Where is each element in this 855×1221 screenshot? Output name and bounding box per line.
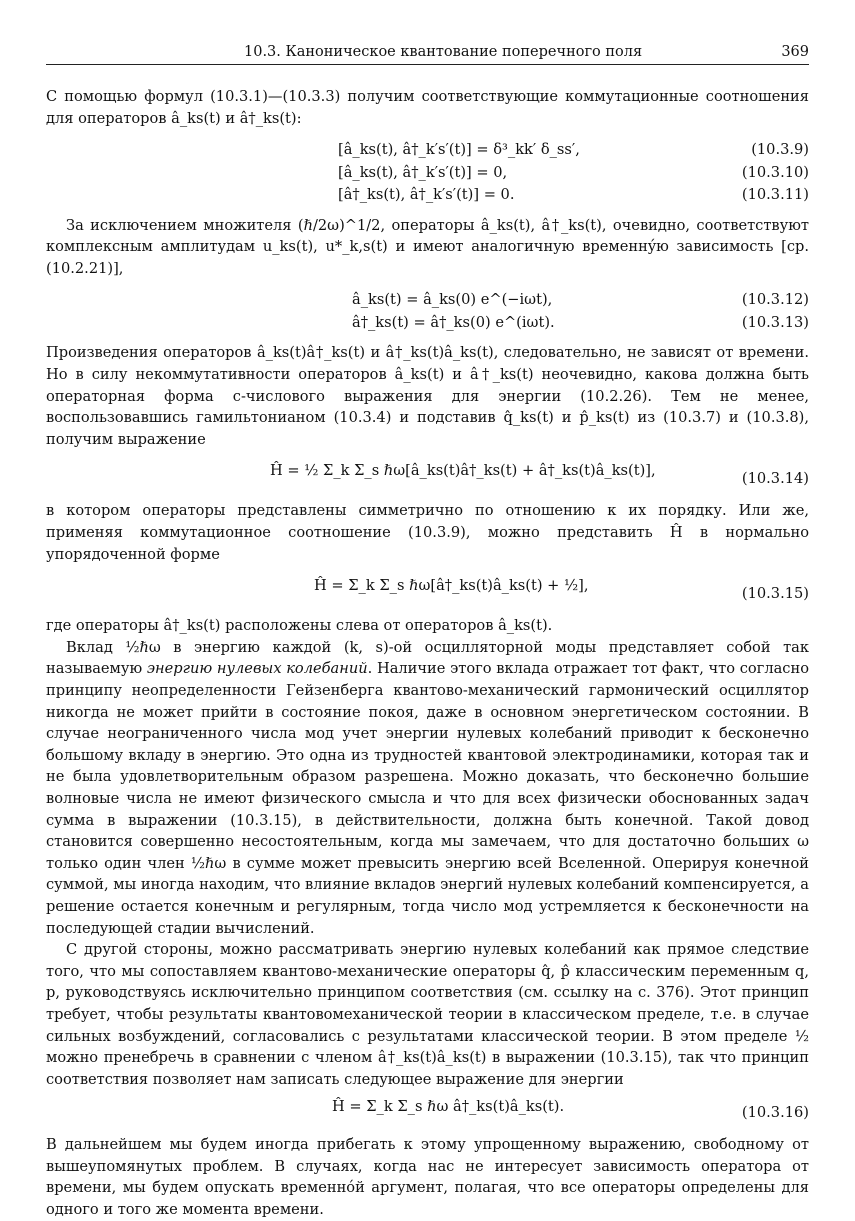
equation-number: (10.3.14): [741, 470, 809, 488]
equation-formula: [â_ks(t), â†_k′s′(t)] = δ³_kk′ δ_ss′,: [338, 141, 580, 159]
page-number: 369: [781, 44, 809, 60]
equation-10-3-10: [46, 162, 809, 185]
paragraph-products: Произведения операторов â_ks(t)â†_ks(t) и â†_ks(t)â_ks(t), следовательно, не зависят от времени. Но в силу некоммутативности операторов â_ks(t) и â†_ks(t) неочевидно, какова должна быть операторная форма c-числового выражения для энергии (10.2.26). Тем не менее, воспользовавшись гамильтонианом (10.3.4) и подставив q̂_ks(t) и p̂_ks(t) из (10.3.7) и (10.3.8), получим выражение: [46, 344, 809, 448]
equation-number: (10.3.10): [741, 163, 809, 181]
equation-formula: Ĥ = Σ_k Σ_s ℏω â†_ks(t)â_ks(t).: [332, 1098, 565, 1116]
equation-formula: â†_ks(t) = â†_ks(0) e^(iωt).: [352, 313, 555, 331]
equation-group-commutators: [46, 139, 809, 207]
equation-formula: â_ks(t) = â_ks(0) e^(−iωt),: [352, 291, 553, 309]
page-body: [46, 86, 809, 1221]
running-header: [46, 44, 809, 65]
intro-paragraph: С помощью формул (10.3.1)—(10.3.3) получим соответствующие коммутационные соотношения для операторов â_ks(t) и â†_ks(t):: [46, 88, 809, 127]
paragraph-conclusion: В дальнейшем мы будем иногда прибегать к этому упрощенному выражению, свободному от вышеупомянутых проблем. В случаях, когда нас не интересует зависимость оператора от времени, мы будем опускать временнóй аргумент, полагая, что все операторы определены для одного и того же момента времени.: [46, 1136, 809, 1219]
paragraph-operators-order: где операторы â†_ks(t) расположены слева от операторов â_ks(t).: [46, 617, 553, 635]
paragraph-zero-point-energy: [46, 637, 809, 939]
equation-formula: Ĥ = ½ Σ_k Σ_s ℏω[â_ks(t)â†_ks(t) + â†_ks(t)â_ks(t)],: [270, 462, 656, 480]
equation-number: (10.3.9): [751, 141, 809, 159]
equation-formula: [â_ks(t), â†_k′s′(t)] = 0,: [338, 163, 508, 181]
equation-10-3-12: [46, 289, 809, 312]
equation-10-3-11: [46, 184, 809, 207]
paragraph-amplitudes: За исключением множителя (ℏ/2ω)^1/2, операторы â_ks(t), â†_ks(t), очевидно, соответствуют комплексным амплитудам u_ks(t), u*_k,s(t) и имеют аналогичную временнýю зависимость [ср. (10.2.21)],: [46, 216, 809, 277]
equation-formula: [â†_ks(t), â†_k′s′(t)] = 0.: [338, 186, 515, 204]
paragraph-correspondence: С другой стороны, можно рассматривать энергию нулевых колебаний как прямое следствие того, что мы сопоставляем квантово-механические операторы q̂, p̂ классическим переменным q, p, руководствуясь исключительно принципом соответствия (см. ссылку на с. 376). Этот принцип требует, чтобы результаты квантовомеханической теории в классическом пределе, т.е. в случае сильных возбуждений, согласовались с результатами классической теории. В этом пределе ½ можно пренебречь в сравнении с членом â†_ks(t)â_ks(t) в выражении (10.3.15), так что принцип соответствия позволяет нам записать следующее выражение для энергии: [46, 941, 809, 1088]
text-run: . Наличие этого вклада отражает тот факт, что согласно принципу неопределенности Гейзенберга квантово-механический гармонический осциллятор никогда не может прийти в состояние покоя, даже в основном энергетическом состоянии. В случае неограниченного числа мод учет энергии нулевых колебаний приводит к бесконечно большому вкладу в энергию. Это одна из трудностей квантовой электродинамики, которая так и не была удовлетворительным образом разрешена. Можно доказать, что бесконечно большие волновые числа не имеют физического смысла и что для всех физически обоснованных задач сумма в выражении (10.3.15), в действительности, должна быть конечной. Такой довод становится совершенно несостоятельным, когда мы замечаем, что для достаточно больших ω только один член ½ℏω в сумме может превысить энергию всей Вселенной. Оперируя конечной суммой, мы иногда находим, что влияние вкладов энергий нулевых колебаний компенсируется, а решение остается конечным и регулярным, тогда число мод устремляется к бесконечности на последующей стадии вычислений.: [46, 660, 809, 937]
equation-10-3-13: [46, 312, 809, 335]
equation-10-3-15: [46, 565, 809, 615]
section-title: 10.3. Каноническое квантование поперечного поля: [244, 44, 643, 60]
text-run: Вклад ½ℏω в энергию каждой (k, s)-ой осцилляторной моды представляет собой так называемую: [46, 638, 809, 678]
equation-formula: Ĥ = Σ_k Σ_s ℏω[â†_ks(t)â_ks(t) + ½],: [314, 577, 589, 595]
equation-10-3-14: [46, 450, 809, 500]
equation-number: (10.3.15): [741, 585, 809, 603]
equation-number: (10.3.12): [741, 291, 809, 309]
equation-number: (10.3.13): [741, 313, 809, 331]
equation-10-3-9: [46, 139, 809, 162]
equation-number: (10.3.16): [741, 1104, 809, 1122]
equation-10-3-16: [46, 1090, 809, 1134]
equation-group-time-dependence: [46, 289, 809, 334]
paragraph-symmetric: в котором операторы представлены симметрично по отношению к их порядку. Или же, применяя коммутационное соотношение (10.3.9), можно представить Ĥ в нормально упорядоченной форме: [46, 502, 809, 563]
emphasis-term: энергию нулевых колебаний: [146, 660, 368, 678]
equation-number: (10.3.11): [741, 186, 809, 204]
